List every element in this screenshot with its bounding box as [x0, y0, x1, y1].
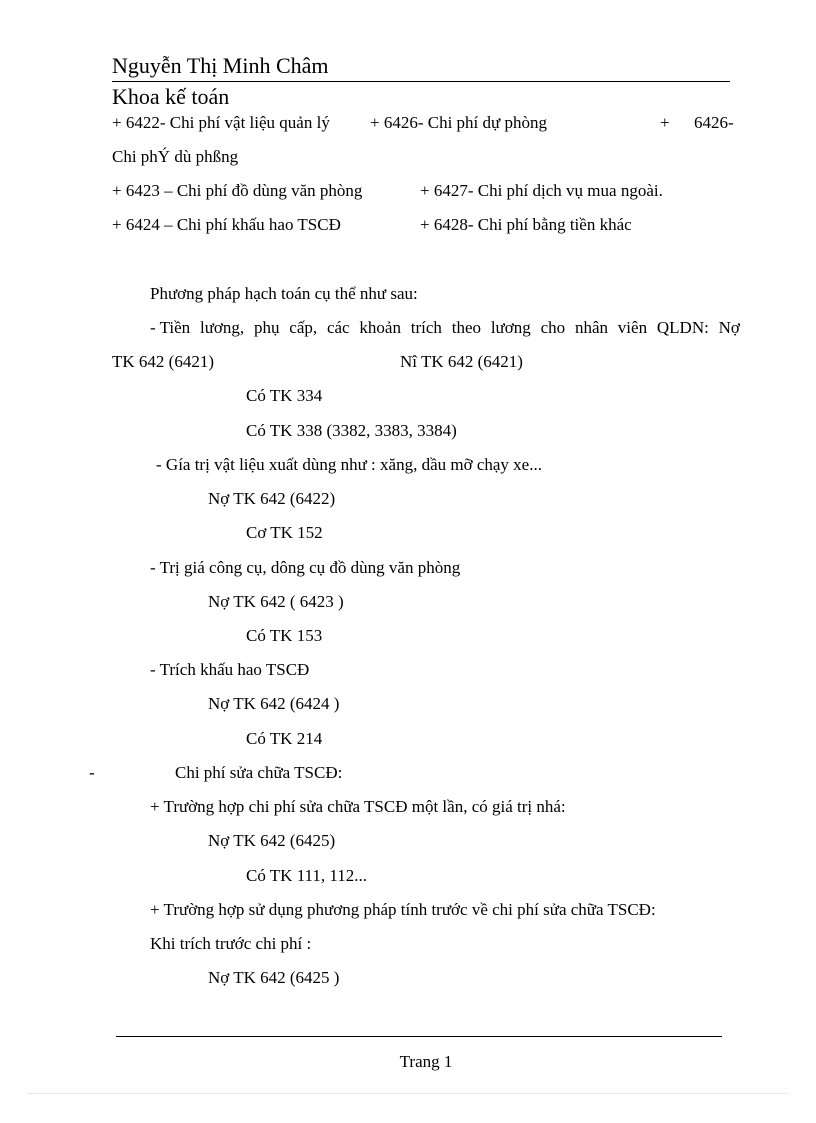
materials-debit: Nợ TK 642 (6422) [208, 489, 336, 508]
salary-word: QLDN: [656, 318, 709, 337]
salary-word: lương, [199, 318, 245, 337]
tools-debit: Nợ TK 642 ( 6423 ) [208, 592, 344, 611]
salary-word: nhân [574, 318, 608, 337]
materials-heading: - Gía trị vật liệu xuất dùng như : xăng, dầu mỡ chạy xe... [156, 455, 542, 474]
account-6426-continuation: Chi phÝ dù phßng [112, 147, 239, 166]
repair-accrual-when: Khi trích trước chi phí : [150, 934, 312, 953]
repair-small-heading: + Trường hợp chi phí sửa chữa TSCĐ một lần, có giá trị nhá: [150, 797, 566, 816]
author-name: Nguyễn Thị Minh Châm [112, 53, 329, 78]
salary-word: cấp, [289, 318, 318, 337]
salary-word: trích [410, 318, 442, 337]
account-6422: + 6422- Chi phí vật liệu quản lý [112, 113, 330, 132]
salary-word: Nợ [718, 318, 740, 337]
account-6426-plus: + [660, 113, 670, 132]
repair-bullet: - [89, 763, 95, 782]
account-6426-repeat: 6426- [694, 113, 734, 132]
department-name: Khoa kế toán [112, 84, 230, 109]
repair-small-credit: Có TK 111, 112... [246, 866, 368, 885]
page-bottom-edge [28, 1093, 788, 1094]
salary-debit-alt: Nî TK 642 (6421) [400, 352, 523, 371]
account-6428: + 6428- Chi phí bằng tiền khác [420, 215, 632, 234]
salary-word: - Tiền [150, 318, 191, 337]
tools-heading: - Trị giá công cụ, dông cụ đồ dùng văn phòng [150, 558, 461, 577]
depreciation-debit: Nợ TK 642 (6424 ) [208, 694, 340, 713]
repair-small-debit: Nợ TK 642 (6425) [208, 831, 336, 850]
salary-credit-338: Có TK 338 (3382, 3383, 3384) [246, 421, 457, 440]
salary-heading [112, 317, 740, 339]
account-6427: + 6427- Chi phí dịch vụ mua ngoài. [420, 181, 663, 200]
header-rule [112, 81, 730, 82]
salary-word: phụ [253, 318, 280, 337]
repair-accrual-debit: Nợ TK 642 (6425 ) [208, 968, 340, 987]
depreciation-heading: - Trích khấu hao TSCĐ [150, 660, 310, 679]
account-6424: + 6424 – Chi phí khấu hao TSCĐ [112, 215, 341, 234]
tools-credit: Có TK 153 [246, 626, 323, 645]
salary-word: cho [540, 318, 566, 337]
salary-word: lương [490, 318, 531, 337]
method-intro: Phương pháp hạch toán cụ thể như sau: [150, 284, 418, 303]
salary-word: các [326, 318, 350, 337]
salary-word: khoản [359, 318, 401, 337]
materials-credit: Cơ TK 152 [246, 523, 323, 542]
repair-heading: Chi phí sửa chữa TSCĐ: [175, 763, 343, 782]
salary-debit: TK 642 (6421) [112, 352, 214, 371]
salary-credit-334: Có TK 334 [246, 386, 323, 405]
repair-accrual-heading: + Trường hợp sử dụng phương pháp tính trước về chi phí sửa chữa TSCĐ: [150, 900, 656, 919]
page-number: Trang 1 [399, 1052, 453, 1071]
footer-rule [116, 1036, 722, 1037]
salary-word: theo [451, 318, 482, 337]
depreciation-credit: Có TK 214 [246, 729, 323, 748]
salary-word: viên [617, 318, 648, 337]
account-6426: + 6426- Chi phí dự phòng [370, 113, 547, 132]
account-6423: + 6423 – Chi phí đồ dùng văn phòng [112, 181, 363, 200]
